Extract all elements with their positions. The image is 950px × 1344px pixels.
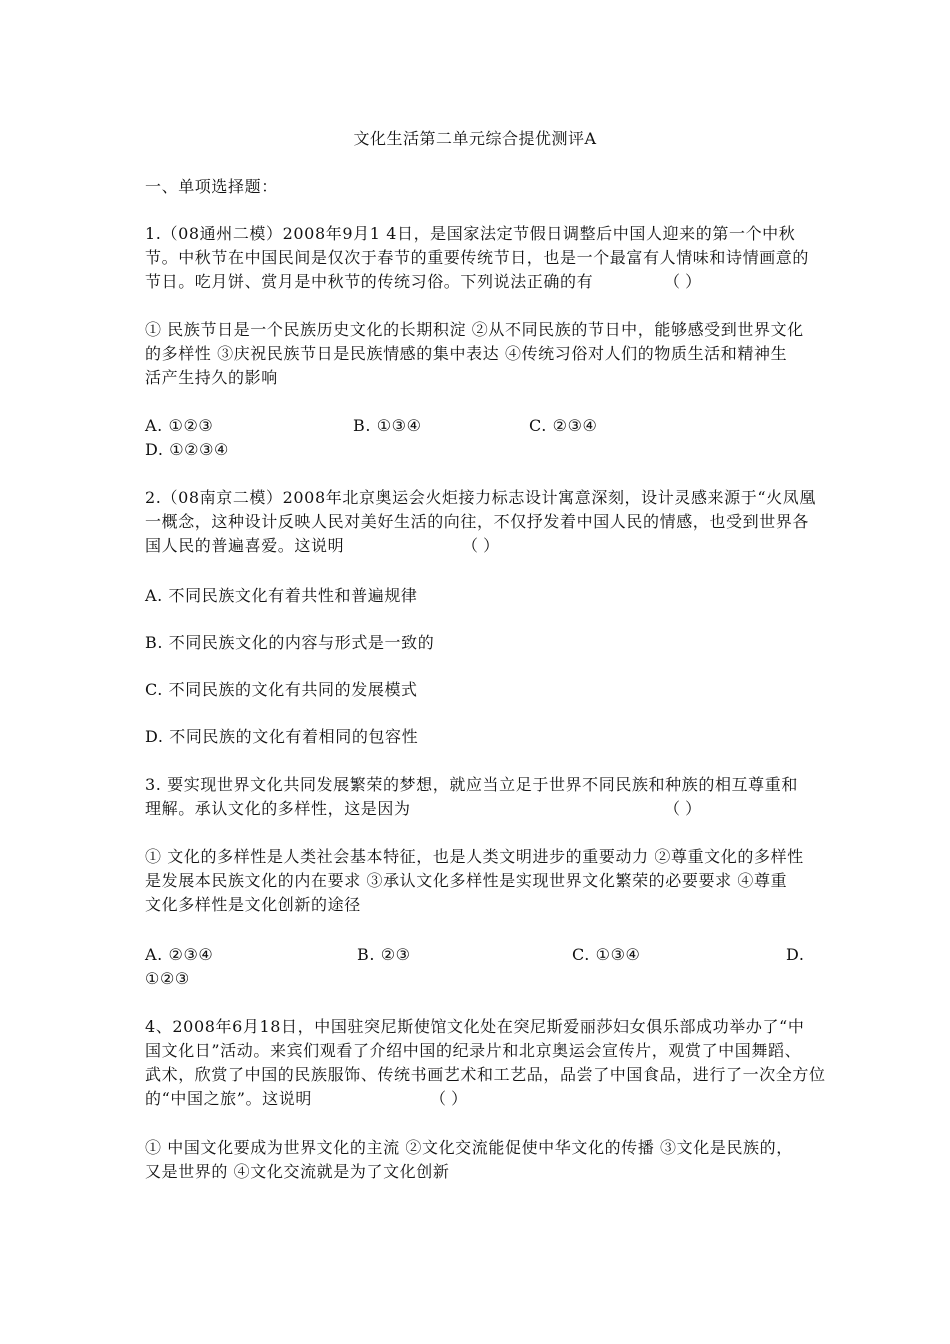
q2-option-b: B. 不同民族文化的内容与形式是一致的 — [145, 633, 435, 652]
q1-stem-line-3: 节日。吃月饼、赏月是中秋节的传统习俗。下列说法正确的有 — [145, 272, 594, 291]
q2-answer-blank: （ ） — [462, 536, 500, 555]
q4-stem-line-1: 4、2008年6月18日，中国驻突尼斯使馆文化处在突尼斯爱丽莎妇女俱乐部成功举办了“中 — [145, 1017, 805, 1036]
q2-option-c: C. 不同民族的文化有共同的发展模式 — [145, 680, 418, 699]
q4-stem-line-2: 国文化日”活动。来宾们观看了介绍中国的纪录片和北京奥运会宣传片，观赏了中国舞蹈、 — [145, 1041, 802, 1060]
section-heading: 一、单项选择题： — [145, 177, 278, 196]
q1-statement-line-2: 的多样性 ③庆祝民族节日是民族情感的集中表达 ④传统习俗对人们的物质生活和精神生 — [145, 344, 788, 363]
q2-stem-line-1: 2.（08南京二模）2008年北京奥运会火炬接力标志设计寓意深刻，设计灵感来源于“火凤凰 — [145, 488, 816, 507]
q2-option-d: D. 不同民族的文化有着相同的包容性 — [145, 727, 419, 746]
q2-option-a: A. 不同民族文化有着共性和普遍规律 — [145, 586, 418, 605]
q3-statement-line-1: ① 文化的多样性是人类社会基本特征，也是人类文明进步的重要动力 ②尊重文化的多样性 — [145, 847, 804, 866]
q1-option-b: B. ①③④ — [353, 416, 422, 435]
q1-stem-line-1: 1.（08通州二模）2008年9月1 4日，是国家法定节假日调整后中国人迎来的第一个中秋 — [145, 224, 796, 243]
page-title: 文化生活第二单元综合提优测评A — [353, 129, 597, 148]
q4-stem-line-4: 的“中国之旅”。这说明 — [145, 1089, 312, 1108]
q3-stem-line-2: 理解。承认文化的多样性，这是因为 — [145, 799, 411, 818]
q1-option-d: D. ①②③④ — [145, 440, 230, 459]
q3-stem-line-1: 3. 要实现世界文化共同发展繁荣的梦想，就应当立足于世界不同民族和种族的相互尊重和 — [145, 775, 798, 794]
q3-option-d-label: D. — [786, 945, 805, 964]
q3-option-b: B. ②③ — [357, 945, 411, 964]
q4-stem-line-3: 武术，欣赏了中国的民族服饰、传统书画艺术和工艺品，品尝了中国食品，进行了一次全方位 — [145, 1065, 826, 1084]
q4-answer-blank: （ ） — [430, 1089, 468, 1108]
q1-answer-blank: （ ） — [664, 272, 702, 291]
q3-option-c: C. ①③④ — [572, 945, 641, 964]
q1-stem-line-2: 节。中秋节在中国民间是仅次于春节的重要传统节日，也是一个最富有人情味和诗情画意的 — [145, 248, 810, 267]
q3-option-d-value: ①②③ — [145, 969, 190, 988]
q3-statement-line-3: 文化多样性是文化创新的途径 — [145, 895, 361, 914]
q4-statement-line-1: ① 中国文化要成为世界文化的主流 ②文化交流能促使中华文化的传播 ③文化是民族的， — [145, 1138, 793, 1157]
q1-statement-line-1: ① 民族节日是一个民族历史文化的长期积淀 ②从不同民族的节日中，能够感受到世界文化 — [145, 320, 804, 339]
q2-stem-line-2: 一概念，这种设计反映人民对美好生活的向往，不仅抒发着中国人民的情感，也受到世界各 — [145, 512, 810, 531]
q3-option-a: A. ②③④ — [145, 945, 214, 964]
q1-option-c: C. ②③④ — [529, 416, 598, 435]
q3-answer-blank: （ ） — [664, 799, 702, 818]
q2-stem-line-3: 国人民的普遍喜爱。这说明 — [145, 536, 345, 555]
q4-statement-line-2: 又是世界的 ④文化交流就是为了文化创新 — [145, 1162, 450, 1181]
q3-statement-line-2: 是发展本民族文化的内在要求 ③承认文化多样性是实现世界文化繁荣的必要要求 ④尊重 — [145, 871, 788, 890]
q1-statement-line-3: 活产生持久的影响 — [145, 368, 278, 387]
q1-option-a: A. ①②③ — [145, 416, 214, 435]
